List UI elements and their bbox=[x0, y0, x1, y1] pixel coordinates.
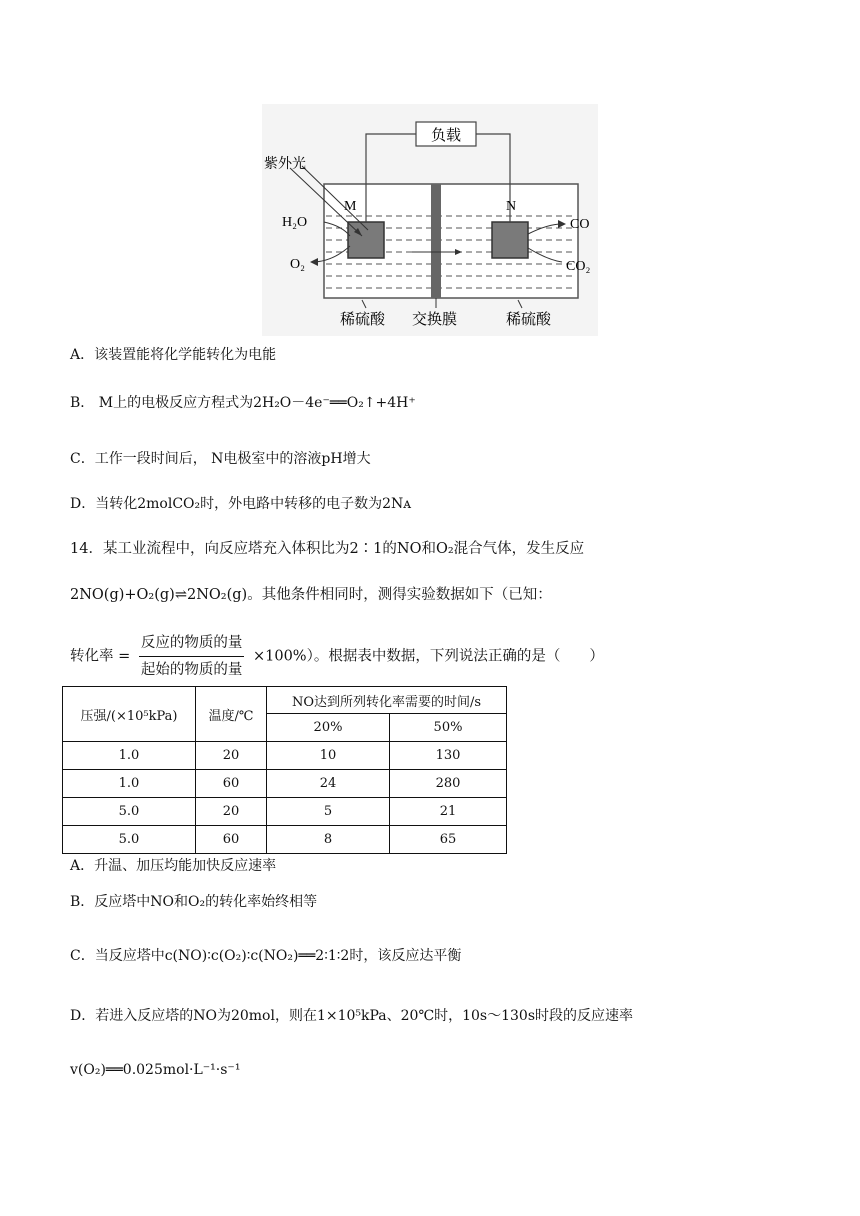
q14-conversion-formula bbox=[70, 632, 604, 681]
cell: 280 bbox=[390, 770, 507, 798]
experiment-table bbox=[62, 686, 507, 854]
q14-option-d: D．若进入反应塔的NO为20mol，则在1×10⁵kPa、20℃时，10s～130s时段的反应速率 bbox=[70, 1008, 634, 1024]
co2-label: CO₂ bbox=[566, 259, 591, 274]
table-row bbox=[63, 742, 507, 770]
cell: 10 bbox=[267, 742, 390, 770]
cell: 1.0 bbox=[63, 742, 196, 770]
header-pressure: 压强/(×10⁵kPa) bbox=[63, 687, 196, 742]
header-20pct: 20% bbox=[267, 714, 390, 742]
q13-option-d: D．当转化2molCO₂时，外电路中转移的电子数为2Nᴀ bbox=[70, 496, 412, 512]
conversion-numerator: 反应的物质的量 bbox=[139, 632, 245, 657]
electrode-m-label: M bbox=[344, 199, 357, 214]
co-label: CO bbox=[570, 217, 590, 232]
table-row bbox=[63, 770, 507, 798]
table-row bbox=[63, 798, 507, 826]
q14-stem-line1: 14．某工业流程中，向反应塔充入体积比为2∶1的NO和O₂混合气体，发生反应 bbox=[70, 541, 585, 557]
cell: 5.0 bbox=[63, 826, 196, 854]
cell: 5.0 bbox=[63, 798, 196, 826]
cell: 130 bbox=[390, 742, 507, 770]
q13-option-c: C．工作一段时间后， N电极室中的溶液pH增大 bbox=[70, 451, 371, 467]
q13-option-b: B． M上的电极反应方程式为2H₂O－4e⁻══O₂↑+4H⁺ bbox=[70, 395, 416, 411]
conversion-suffix: ×100%）。根据表中数据，下列说法正确的是（ ） bbox=[252, 648, 604, 665]
exchange-membrane bbox=[431, 184, 441, 298]
conversion-denominator: 起始的物质的量 bbox=[140, 662, 243, 678]
cell: 65 bbox=[390, 826, 507, 854]
electrode-n-label: N bbox=[506, 199, 517, 214]
membrane-label: 交换膜 bbox=[412, 311, 458, 328]
o2-label: O₂ bbox=[290, 257, 305, 272]
q14-option-b: B．反应塔中NO和O₂的转化率始终相等 bbox=[70, 894, 318, 910]
right-solution-label: 稀硫酸 bbox=[506, 311, 552, 328]
electrode-n bbox=[492, 222, 528, 258]
load-label: 负载 bbox=[430, 127, 462, 144]
h2o-label: H₂O bbox=[282, 215, 308, 230]
conversion-fraction bbox=[139, 632, 245, 681]
q14-option-a: A．升温、加压均能加快反应速率 bbox=[70, 858, 277, 874]
q14-option-d-continued: v(O₂)══0.025mol·L⁻¹·s⁻¹ bbox=[70, 1062, 241, 1078]
cell: 24 bbox=[267, 770, 390, 798]
cell: 60 bbox=[196, 770, 267, 798]
conversion-prefix: 转化率 = bbox=[70, 648, 131, 665]
table-header-row bbox=[63, 687, 507, 714]
cell: 1.0 bbox=[63, 770, 196, 798]
cell: 8 bbox=[267, 826, 390, 854]
uv-label: 紫外光 bbox=[264, 155, 306, 171]
cell: 60 bbox=[196, 826, 267, 854]
cell: 20 bbox=[196, 798, 267, 826]
header-50pct: 50% bbox=[390, 714, 507, 742]
left-solution-label: 稀硫酸 bbox=[340, 311, 386, 328]
q13-option-a: A．该装置能将化学能转化为电能 bbox=[70, 347, 277, 363]
electrolysis-diagram bbox=[262, 104, 598, 336]
cell: 20 bbox=[196, 742, 267, 770]
q14-stem-line2: 2NO(g)+O₂(g)⇌2NO₂(g)。其他条件相同时，测得实验数据如下（已知： bbox=[70, 587, 552, 603]
cell: 21 bbox=[390, 798, 507, 826]
table-row bbox=[63, 826, 507, 854]
header-temperature: 温度/℃ bbox=[196, 687, 267, 742]
q14-option-c: C．当反应塔中c(NO)∶c(O₂)∶c(NO₂)══2∶1∶2时，该反应达平衡 bbox=[70, 948, 462, 964]
header-time: NO达到所列转化率需要的时间/s bbox=[267, 687, 507, 714]
cell: 5 bbox=[267, 798, 390, 826]
